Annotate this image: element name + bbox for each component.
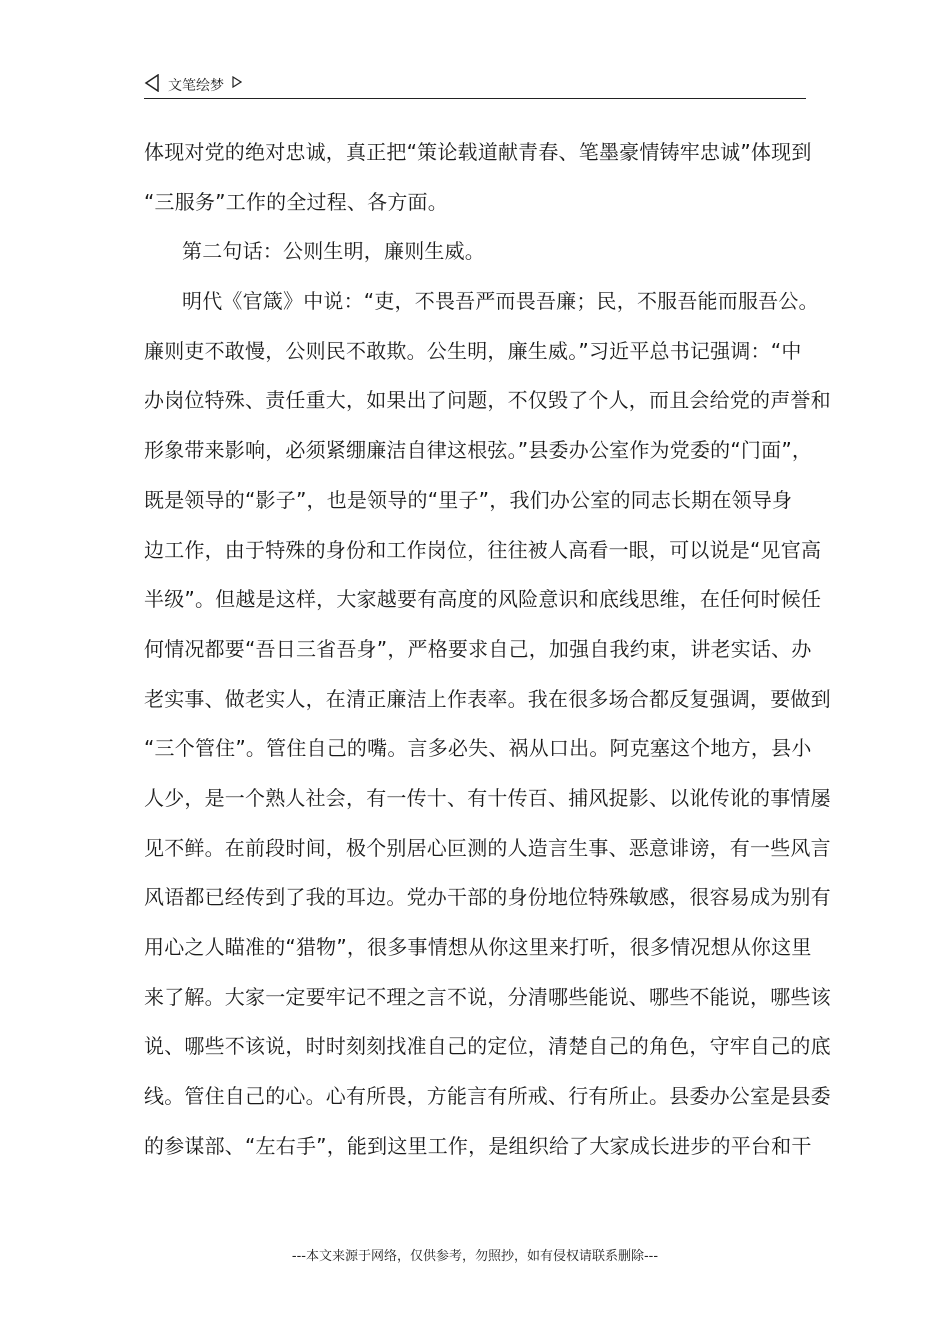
page-footer: ---本文来源于网络，仅供参考，勿照抄，如有侵权请联系删除--- [291, 1249, 659, 1264]
document-body [144, 128, 831, 1171]
text-line: 体现对党的绝对忠诚，真正把“策论载道献青春、笔墨豪情铸牢忠诚”体现到 [144, 140, 812, 164]
text-line: 廉则吏不敢慢，公则民不敢欺。公生明，廉生威。”习近平总书记强调：“中 [144, 338, 802, 363]
text-line: “三个管住”。管住自己的嘴。言多必失、祸从口出。阿克塞这个地方，县小 [144, 736, 812, 761]
text-line: 人少，是一个熟人社会，有一传十、有十传百、捕风捉影、以讹传讹的事情屡 [144, 785, 831, 810]
text-line: 既是领导的“影子”，也是领导的“里子”，我们办公室的同志长期在领导身 [144, 487, 793, 512]
section-heading: 第二句话：公则生明，廉则生威。 [182, 239, 485, 264]
text-line: 形象带来影响，必须紧绷廉洁自律这根弦。”县委办公室作为党委的“门面”， [144, 438, 813, 463]
text-line: 线。管住自己的心。心有所畏，方能言有所戒、行有所止。县委办公室是县委 [144, 1084, 831, 1109]
text-line: 来了解。大家一定要牢记不理之言不说，分清哪些能说、哪些不能说，哪些该 [144, 984, 831, 1009]
text-line: 说、哪些不该说，时时刻刻找准自己的定位，清楚自己的角色，守牢自己的底 [144, 1034, 831, 1059]
text-line: 用心之人瞄准的“猎物”，很多事情想从你这里来打听，很多情况想从你这里 [144, 935, 812, 959]
text-line: 老实事、做老实人，在清正廉洁上作表率。我在很多场合都反复强调，要做到 [144, 686, 831, 711]
triangle-left-icon [144, 74, 160, 96]
text-line: 半级”。但越是这样，大家越要有高度的风险意识和底线思维，在任何时候任 [144, 587, 822, 612]
text-line: 风语都已经传到了我的耳边。党办干部的身份地位特殊敏感，很容易成为别有 [144, 885, 831, 910]
triangle-right-icon [232, 76, 242, 88]
text-line: 见不鲜。在前段时间，极个别居心叵测的人造言生事、恶意诽谤，有一些风言 [144, 835, 831, 860]
page-header [144, 72, 806, 99]
text-line: 明代《官箴》中说：“吏，不畏吾严而畏吾廉；民，不服吾能而服吾公。 [182, 289, 819, 314]
text-line: 的参谋部、“左右手”，能到这里工作，是组织给了大家成长进步的平台和干 [144, 1133, 812, 1158]
text-line: “三服务”工作的全过程、各方面。 [144, 189, 448, 214]
text-line: 边工作，由于特殊的身份和工作岗位，往往被人高看一眼，可以说是“见官高 [144, 537, 822, 562]
header-title: 文笔绘梦 [168, 78, 224, 94]
text-line: 办岗位特殊、责任重大，如果出了问题，不仅毁了个人，而且会给党的声誉和 [144, 388, 831, 413]
text-line: 何情况都要“吾日三省吾身”，严格要求自己，加强自我约束，讲老实话、办 [144, 636, 812, 661]
header-brand [144, 74, 242, 96]
